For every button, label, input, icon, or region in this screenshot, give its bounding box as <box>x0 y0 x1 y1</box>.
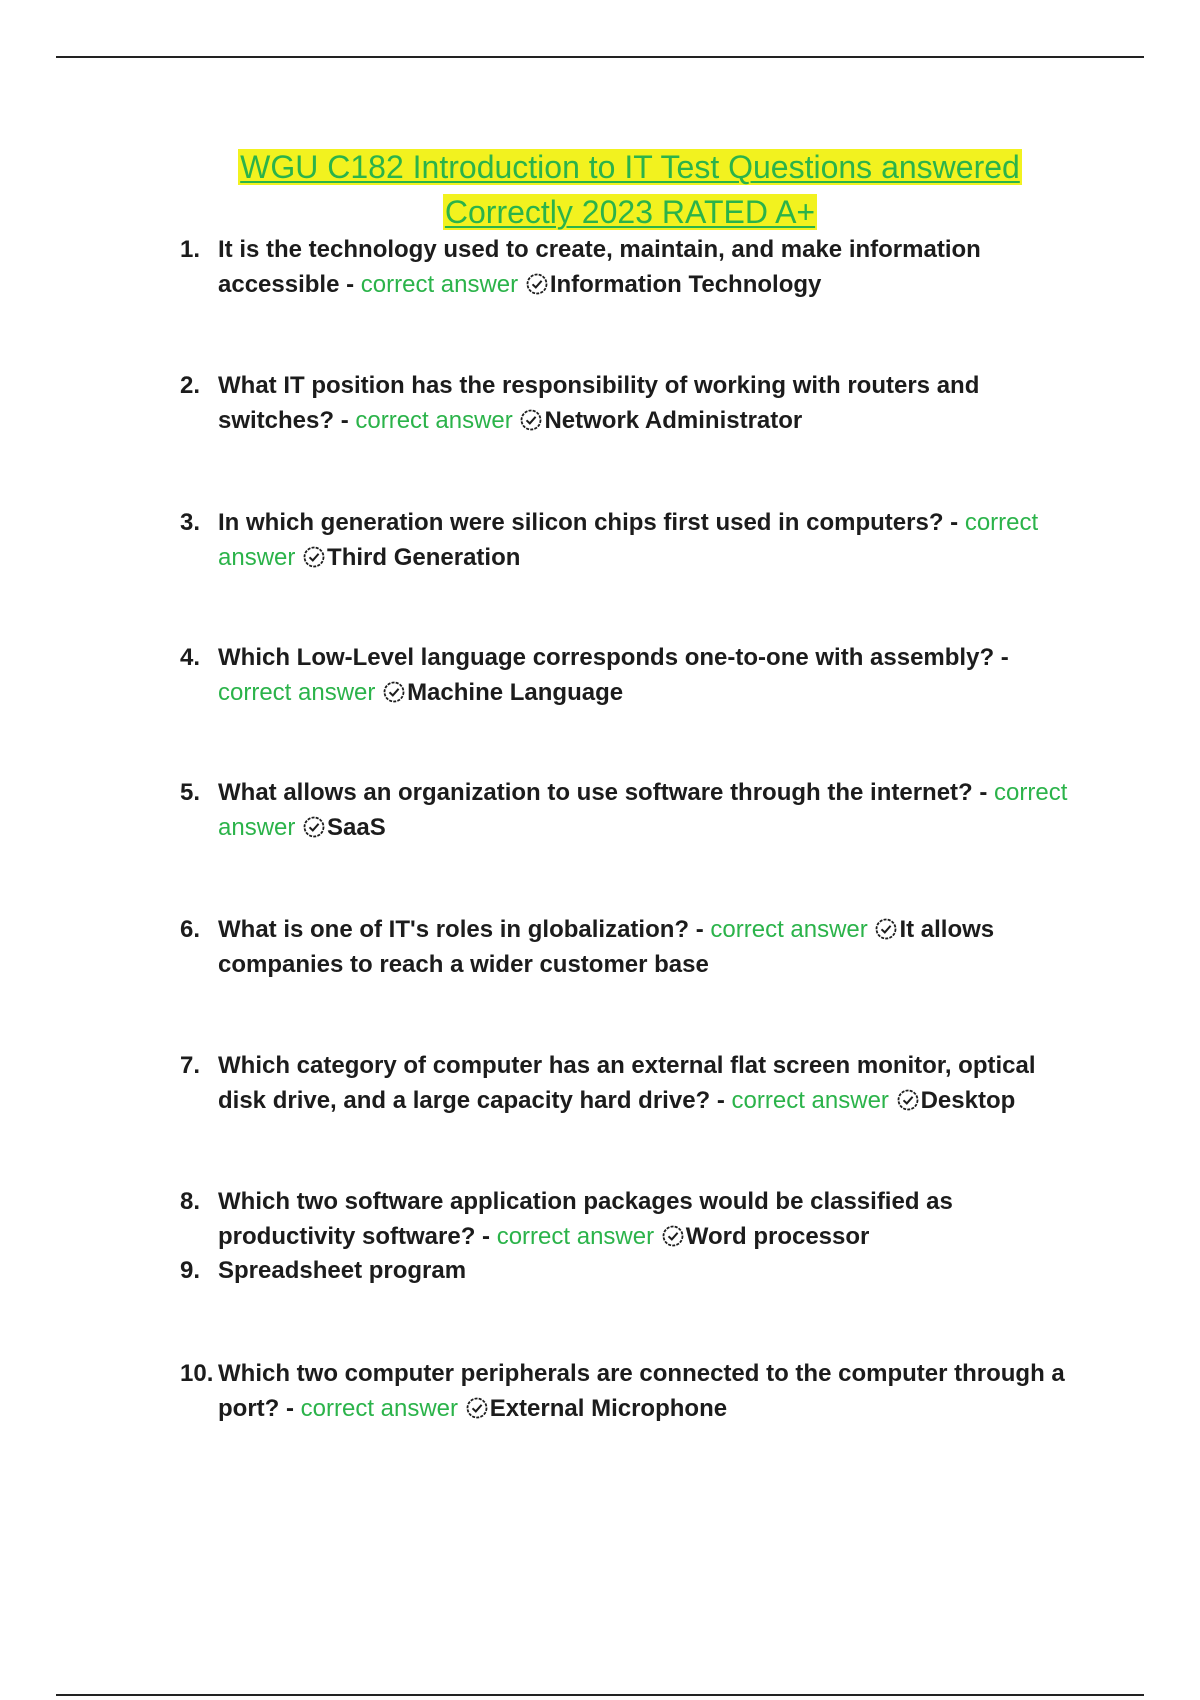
dash-separator: - <box>279 1394 301 1422</box>
check-badge-icon <box>874 917 898 941</box>
check-badge-icon <box>465 1396 489 1420</box>
answer-label: correct answer <box>300 1394 459 1422</box>
top-rule <box>56 56 1144 58</box>
answer-label: correct answer <box>496 1222 655 1250</box>
question-item-7 <box>180 1049 1080 1118</box>
question-number: 4. <box>180 644 201 671</box>
question-item-8 <box>180 1185 1080 1254</box>
title-line-1: WGU C182 Introduction to IT Test Questions answered <box>240 149 1020 185</box>
answer-text: Word processor <box>685 1222 870 1250</box>
dash-separator: - <box>994 644 1009 671</box>
check-badge-icon <box>382 680 406 704</box>
question-text: It is the technology used to create, maintain, and make information accessible <box>218 236 981 298</box>
question-number: 8. <box>180 1188 201 1215</box>
dash-separator: - <box>689 916 711 943</box>
question-number: 10. <box>180 1360 214 1387</box>
answer-text: Desktop <box>920 1086 1016 1114</box>
question-number: 6. <box>180 916 201 943</box>
dash-separator: - <box>475 1222 497 1250</box>
answer-label: correct answer <box>218 678 376 706</box>
question-item-5 <box>180 776 1080 845</box>
question-item-6 <box>180 913 1080 982</box>
question-text: Which category of computer has an external flat screen monitor, optical disk drive, and a large capacity hard drive? <box>218 1052 1036 1114</box>
question-number: 2. <box>180 372 201 399</box>
question-number: 5. <box>180 779 201 806</box>
check-badge-icon <box>519 408 543 432</box>
answer-label: correct answer <box>710 916 868 943</box>
dash-separator: - <box>334 406 356 434</box>
question-item-10 <box>180 1357 1080 1426</box>
question-number: 7. <box>180 1052 201 1079</box>
dash-separator: - <box>710 1086 732 1114</box>
title-line-2: Correctly 2023 RATED A+ <box>444 194 816 230</box>
answer-text: SaaS <box>327 813 386 841</box>
check-badge-icon <box>896 1088 920 1112</box>
answer-text: It allows companies to reach a wider customer base <box>218 916 995 978</box>
page-title <box>130 145 1130 235</box>
question-number: 3. <box>180 509 201 536</box>
question-text: What is one of IT's roles in globalization? <box>218 916 690 943</box>
answer-text: Machine Language <box>407 678 624 706</box>
dash-separator: - <box>972 779 995 806</box>
check-badge-icon <box>302 815 326 839</box>
check-badge-icon <box>302 545 326 569</box>
question-item-2 <box>180 369 1080 438</box>
question-text: Which two computer peripherals are connected to the computer through a port? <box>218 1360 1065 1422</box>
question-text: What allows an organization to use software through the internet? <box>218 779 973 806</box>
check-badge-icon <box>661 1224 685 1248</box>
question-number: 1. <box>180 236 201 263</box>
dash-separator: - <box>943 509 965 536</box>
answer-label: correct answer <box>218 509 1039 571</box>
question-number: 9. <box>180 1257 201 1284</box>
dash-separator: - <box>339 270 361 298</box>
answer-text: Information Technology <box>549 270 822 298</box>
question-text: What IT position has the responsibility of working with routers and switches? <box>218 372 980 434</box>
question-text: Spreadsheet program <box>218 1257 467 1284</box>
answer-label: correct answer <box>731 1086 889 1114</box>
question-item-9 <box>180 1254 1080 1289</box>
question-item-1 <box>180 233 1080 302</box>
question-text: Which two software application packages would be classified as productivity software? <box>218 1188 953 1250</box>
answer-label: correct answer <box>218 779 1068 841</box>
question-item-4 <box>180 641 1080 710</box>
question-text: Which Low-Level language corresponds one-to-one with assembly? <box>218 644 995 671</box>
answer-label: correct answer <box>360 270 519 298</box>
answer-text: Network Administrator <box>544 406 803 434</box>
question-text: In which generation were silicon chips first used in computers? <box>218 509 944 536</box>
answer-text: External Microphone <box>489 1394 728 1422</box>
answer-text: Third Generation <box>327 543 521 571</box>
question-item-3 <box>180 506 1080 575</box>
check-badge-icon <box>525 272 549 296</box>
bottom-rule <box>56 1694 1144 1696</box>
answer-label: correct answer <box>355 406 513 434</box>
